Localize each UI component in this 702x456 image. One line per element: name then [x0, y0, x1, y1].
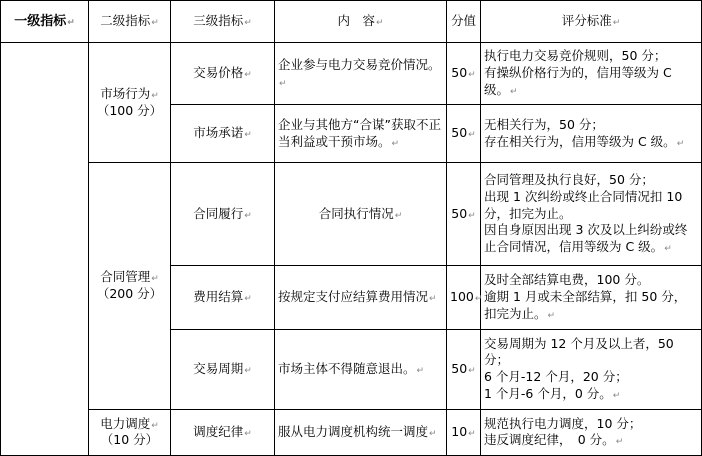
- criteria-cell: 无相关行为，50 分； 存在相关行为，信用等级为 C 级。↵: [481, 105, 702, 163]
- level2-power-dispatch: 电力调度↵ （10 分）: [89, 409, 171, 455]
- content-cell: 市场主体不得随意退出。↵: [275, 329, 447, 409]
- header-level3: 三级指标↵: [171, 1, 275, 43]
- content-cell: 合同执行情况↵: [275, 163, 447, 265]
- level3-cell: 费用结算↵: [171, 265, 275, 329]
- level3-cell: 调度纪律↵: [171, 409, 275, 455]
- table-row: [1, 43, 702, 105]
- score-cell: 10↵: [447, 409, 481, 455]
- score-cell: 50↵: [447, 105, 481, 163]
- content-cell: 企业与其他方“合谋”获取不正当利益或干预市场。↵: [275, 105, 447, 163]
- content-cell: 企业参与电力交易竞价情况。↵: [275, 43, 447, 105]
- level1-cell: [1, 43, 89, 456]
- criteria-cell: 执行电力交易竞价规则，50 分； 有操纵价格行为的，信用等级为 C 级。↵: [481, 43, 702, 105]
- content-cell: 按规定支付应结算费用情况↵: [275, 265, 447, 329]
- header-level1: 一级指标↵: [1, 1, 89, 43]
- criteria-cell: 交易周期为 12 个月及以上者，50 分； 6 个月-12 个月，20 分； 1 个月-6 个月，0 分。↵: [481, 329, 702, 409]
- table-row: [1, 163, 702, 265]
- level3-cell: 市场承诺↵: [171, 105, 275, 163]
- level3-cell: 合同履行↵: [171, 163, 275, 265]
- header-criteria: 评分标准↵: [481, 1, 702, 43]
- level2-contract-management: 合同管理↵ （200 分）: [89, 163, 171, 410]
- level3-cell: 交易周期↵: [171, 329, 275, 409]
- level2-market-behavior: 市场行为↵ （100 分）: [89, 43, 171, 163]
- header-score: 分值: [447, 1, 481, 43]
- content-cell: 服从电力调度机构统一调度↵: [275, 409, 447, 455]
- score-cell: 50↵: [447, 163, 481, 265]
- table-row: [1, 409, 702, 455]
- criteria-cell: 及时全部结算电费，100 分。 逾期 1 月或未全部结算，扣 50 分，扣完为止。↵: [481, 265, 702, 329]
- header-level2: 二级指标↵: [89, 1, 171, 43]
- score-cell: 50↵: [447, 43, 481, 105]
- score-cell: 50↵: [447, 329, 481, 409]
- criteria-cell: 规范执行电力调度，10 分； 违反调度纪律， 0 分。↵: [481, 409, 702, 455]
- header-row: [1, 1, 702, 43]
- level3-cell: 交易价格↵: [171, 43, 275, 105]
- header-content: 内 容↵: [275, 1, 447, 43]
- criteria-cell: 合同管理及执行良好，50 分； 出现 1 次纠纷或终止合同情况扣 10 分，扣完为止。 因自身原因出现 3 次及以上纠纷或终止合同情况，信用等级为 C 级。↵: [481, 163, 702, 265]
- score-cell: 100↵: [447, 265, 481, 329]
